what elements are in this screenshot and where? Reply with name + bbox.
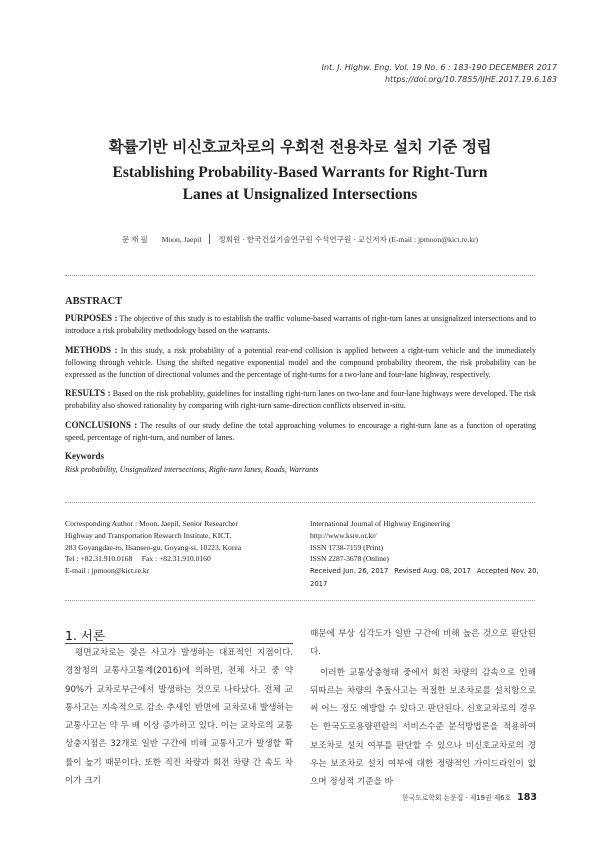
section-title: 1. 서론: [65, 628, 106, 643]
author-affiliation: 정회원 · 한국건설기술연구원 수석연구원 · 교신저자 (E-mail : jpmoon@kict.re.kr): [218, 235, 479, 244]
author-separator: [209, 234, 210, 244]
conclusions-text: The results of our study define the total approaching volumes to encourage a right-turn lane as a function of operating speed, percentage of right-turn, and number of lanes.: [65, 420, 536, 442]
received-date: Received Jun. 26, 2017: [310, 567, 389, 576]
body-column-right: [310, 625, 536, 792]
purposes-text: The objective of this study is to establish the traffic volume-based warrants of right-turn lanes at unsignalized intersections and to introduce a risk probability methodology based on the warrants.: [65, 314, 536, 336]
keywords-heading: Keywords: [65, 451, 104, 462]
abstract-purposes: [65, 312, 536, 337]
corresponding-author-block: [65, 518, 295, 577]
accepted-date: Accepted Nov. 20, 2017: [310, 567, 539, 588]
footer-journal: 한국도로학회 논문집 · 제19권 제6호: [402, 794, 512, 802]
methods-text: In this study, a risk probability of a potential rear-end collision is applied between a right-turn vehicle and the immediately following through vehicle. Using the shifted negative exponential model and the compound probability theorem, the risk probability can be expressed as the function of directional volumes and the percentage of right-turns for a two-lane and four-lane highway, respectively.: [65, 345, 536, 380]
page-footer: [402, 792, 537, 803]
abstract-block: [65, 296, 536, 476]
korean-title: 확률기반 비신호교차로의 우회전 전용차로 설치 기준 정립: [108, 138, 492, 156]
corr-line-1: Corresponding Author : Moon, Jaepil, Senior Researcher: [65, 519, 238, 528]
corr-line-4: Tel : +82.31.910.0168 Fax : +82.31.910.0160: [65, 554, 211, 564]
results-label: RESULTS :: [65, 388, 111, 399]
author-name-korean: 문 재 필: [121, 235, 148, 244]
corr-email: E-mail : jpmoon@kict.re.kr: [65, 566, 150, 576]
journal-info-block: [310, 518, 550, 591]
divider-bottom: [65, 600, 535, 601]
history-dates: [310, 565, 550, 591]
journal-citation: Int. J. Highw. Eng. Vol. 19 No. 6 : 183-190 DECEMBER 2017: [321, 63, 557, 72]
results-text: Based on the risk probablity, guidelines for installing right-turn lanes on two-lane and four-lane highways were developed. The risk probability also showed rationality by comparing with right-turn same-direction conflicts observed in-situ.: [65, 389, 536, 411]
issn-online: ISSN 2287-3678 (Online): [310, 554, 389, 564]
divider-top: [65, 275, 535, 276]
page-number: 183: [517, 792, 537, 803]
body-paragraph: 때문에 부상 심각도가 일반 구간에 비해 높은 것으로 판단된다.: [310, 629, 536, 658]
methods-label: METHODS :: [65, 344, 118, 355]
journal-url[interactable]: http://www.ksre.or.kr/: [310, 530, 377, 540]
corr-line-3: 283 Goyangdae-ro, Ilsanseo-gu, Goyang-si, 10223, Korea: [65, 542, 242, 552]
abstract-conclusions: [65, 419, 536, 444]
journal-header: [322, 62, 557, 86]
abstract-results: [65, 387, 536, 412]
author-name-english: Moon, Jaepil: [161, 235, 202, 244]
body-column-left: [65, 644, 293, 790]
abstract-heading: ABSTRACT: [65, 296, 123, 307]
purposes-label: PURPOSES :: [65, 313, 118, 324]
conclusions-label: CONCLUSIONS :: [65, 419, 138, 430]
english-title: Establishing Probability-Based Warrants for Right-Turn Lanes at Unsignalized Intersections: [112, 164, 488, 203]
body-paragraph: 이러한 교통상충형태 중에서 회전 차량의 감속으로 인해 뒤따르는 차량의 추돌사고는 적절한 보조차로를 설치함으로써 어느 정도 예방할 수 있다고 판단된다. 신호교차로의 경우는 한국도로용량편람의 서비스수준 분석방법론을 적용하여 보조차로 설치 여부를 판단할 수 있으나 비신호교차로의 경우는 보조차로 설치 여부에 대한 정량적인 가이드라인이 없으며 정성적 기준을 바: [310, 667, 536, 788]
issn-print: ISSN 1738-7159 (Print): [310, 542, 383, 552]
journal-name: International Journal of Highway Engineering: [310, 519, 451, 528]
author-line: [0, 234, 600, 245]
revised-date: Revised Aug. 08, 2017: [394, 567, 471, 576]
abstract-methods: [65, 344, 536, 382]
keywords-list: Risk probability, Unsignalized intersections, Right-turn lanes, Roads, Warrants: [65, 465, 319, 475]
divider-middle: [65, 502, 535, 503]
body-paragraph: 평면교차로는 잦은 사고가 발생하는 대표적인 지점이다. 경찰청의 교통사고통계(2016)에 의하면, 전체 사고 중 약 90%가 교차로부근에서 발생하는 것으로 나타났다. 전체 교통사고는 지속적으로 감소 추세인 반면에 교차로내 발생하는 교통사고는 약 두 배 이상 증가하고 있다. 이는 교차로의 교통상충지점은 32개로 일반 구간에 비해 교통사고가 발생할 확률이 높기 때문이다. 또한 직진 차량과 회전 차량 간 속도 차이가 크기: [65, 648, 293, 787]
corr-line-2: Highway and Transportation Research Institute, KICT,: [65, 530, 232, 540]
doi-link[interactable]: https://doi.org/10.7855/IJHE.2017.19.6.183: [384, 75, 557, 84]
